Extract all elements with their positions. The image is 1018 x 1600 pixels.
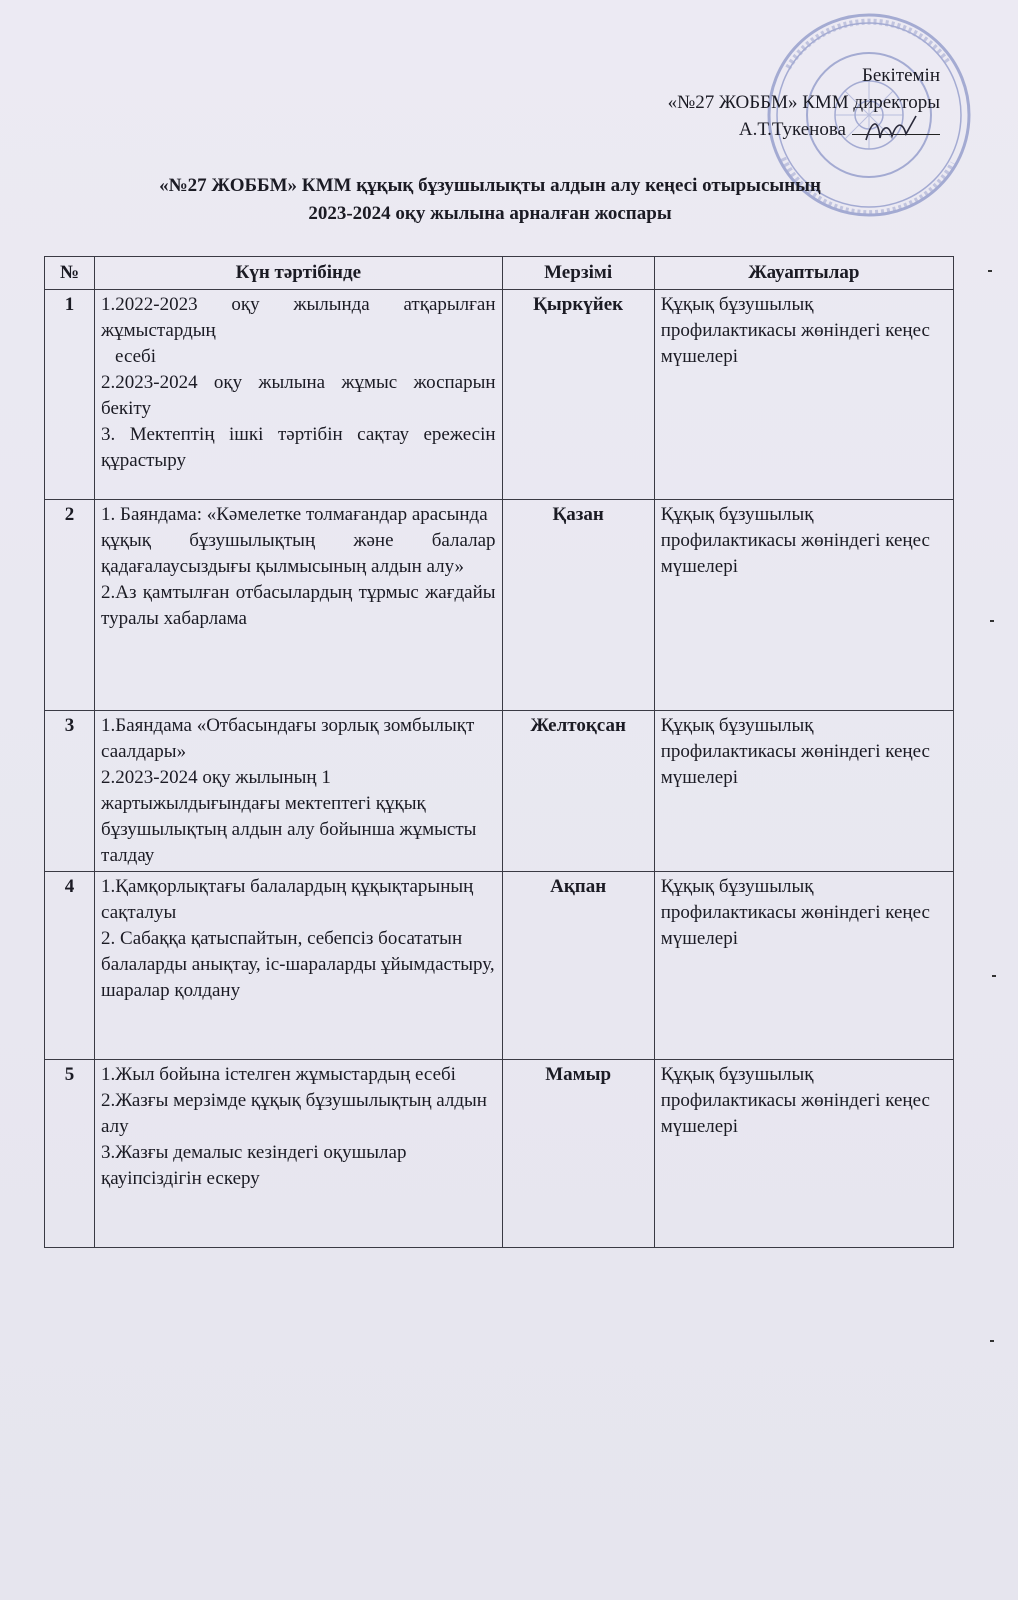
row-term: Қазан	[502, 500, 654, 711]
row-number: 1	[45, 290, 95, 500]
header-term: Мерзімі	[502, 257, 654, 290]
row-number: 3	[45, 711, 95, 872]
row-number: 5	[45, 1060, 95, 1248]
agenda-item: 3. Мектептің ішкі тәртібін сақтау ережесін құрастыру	[101, 424, 496, 471]
header-agenda: Күн тәртібінде	[95, 257, 503, 290]
table-row	[45, 872, 954, 1060]
agenda-item: 2.2023-2024 оқу жылына жұмыс жоспарын бекіту	[101, 372, 496, 419]
approval-director-title: «№27 ЖОББМ» КММ директоры	[667, 92, 940, 113]
agenda-item: 3.Жазғы демалыс кезіндегі оқушылар қауіпсіздігін ескеру	[101, 1142, 407, 1189]
table-header-row	[45, 257, 954, 290]
approval-director-name: А.Т.Тукенова	[738, 119, 846, 140]
table-row	[45, 1060, 954, 1248]
agenda-item: 2.2023-2024 оқу жылының 1 жартыжылдығындағы мектептегі құқық бұзушылықтың алдын алу бойынша жұмысты талдау	[101, 767, 477, 866]
agenda-item: құқық бұзушылықтың және балалар қадағалаусыздығы қылмысының алдын алу»	[101, 530, 496, 577]
agenda-item: 1.Қамқорлықтағы балалардың құқықтарының сақталуы	[101, 876, 474, 923]
agenda-item: 1.2022-2023 оқу жылында атқарылған жұмыстардың	[101, 294, 496, 341]
row-term: Желтоқсан	[502, 711, 654, 872]
paper-speck	[990, 620, 994, 622]
signature-icon	[858, 110, 928, 150]
document-title	[40, 172, 940, 228]
row-term: Ақпан	[502, 872, 654, 1060]
row-responsible: Құқық бұзушылық профилактикасы жөніндегі кеңес мүшелері	[654, 872, 953, 1060]
approval-label: Бекітемін	[861, 65, 940, 86]
table-row	[45, 290, 954, 500]
row-agenda	[95, 872, 503, 1060]
table-row	[45, 711, 954, 872]
header-responsible: Жауаптылар	[654, 257, 953, 290]
title-line-1: «№27 ЖОББМ» КММ құқық бұзушылықты алдын алу кеңесі отырысының	[159, 175, 821, 196]
agenda-item: 1.Жыл бойына істелген жұмыстардың есебі	[101, 1064, 456, 1085]
paper-speck	[992, 975, 996, 977]
row-agenda	[95, 1060, 503, 1248]
row-agenda	[95, 500, 503, 711]
agenda-item: есебі	[115, 346, 156, 367]
row-responsible: Құқық бұзушылық профилактикасы жөніндегі кеңес мүшелері	[654, 711, 953, 872]
agenda-item: 1.Баяндама «Отбасындағы зорлық зомбылықт саалдары»	[101, 715, 475, 762]
row-agenda	[95, 711, 503, 872]
row-number: 2	[45, 500, 95, 711]
row-term: Қыркүйек	[502, 290, 654, 500]
row-term: Мамыр	[502, 1060, 654, 1248]
row-number: 4	[45, 872, 95, 1060]
agenda-item: 1. Баяндама: «Кәмелетке толмағандар арасында	[101, 504, 488, 525]
header-number: №	[45, 257, 95, 290]
row-responsible: Құқық бұзушылық профилактикасы жөніндегі кеңес мүшелері	[654, 290, 953, 500]
agenda-item: 2. Сабаққа қатыспайтын, себепсіз босататын балаларды анықтау, іс-шараларды ұйымдастыру, шаралар қолдану	[101, 928, 495, 1001]
row-responsible: Құқық бұзушылық профилактикасы жөніндегі кеңес мүшелері	[654, 500, 953, 711]
paper-speck	[990, 1340, 994, 1342]
plan-table	[44, 256, 954, 1248]
row-agenda	[95, 290, 503, 500]
paper-speck	[988, 270, 992, 272]
agenda-item: 2.Аз қамтылған отбасылардың тұрмыс жағдайы туралы хабарлама	[101, 582, 496, 629]
agenda-item: 2.Жазғы мерзімде құқық бұзушылықтың алдын алу	[101, 1090, 487, 1137]
row-responsible: Құқық бұзушылық профилактикасы жөніндегі кеңес мүшелері	[654, 1060, 953, 1248]
title-line-2: 2023-2024 оқу жылына арналған жоспары	[308, 203, 672, 224]
table-row	[45, 500, 954, 711]
